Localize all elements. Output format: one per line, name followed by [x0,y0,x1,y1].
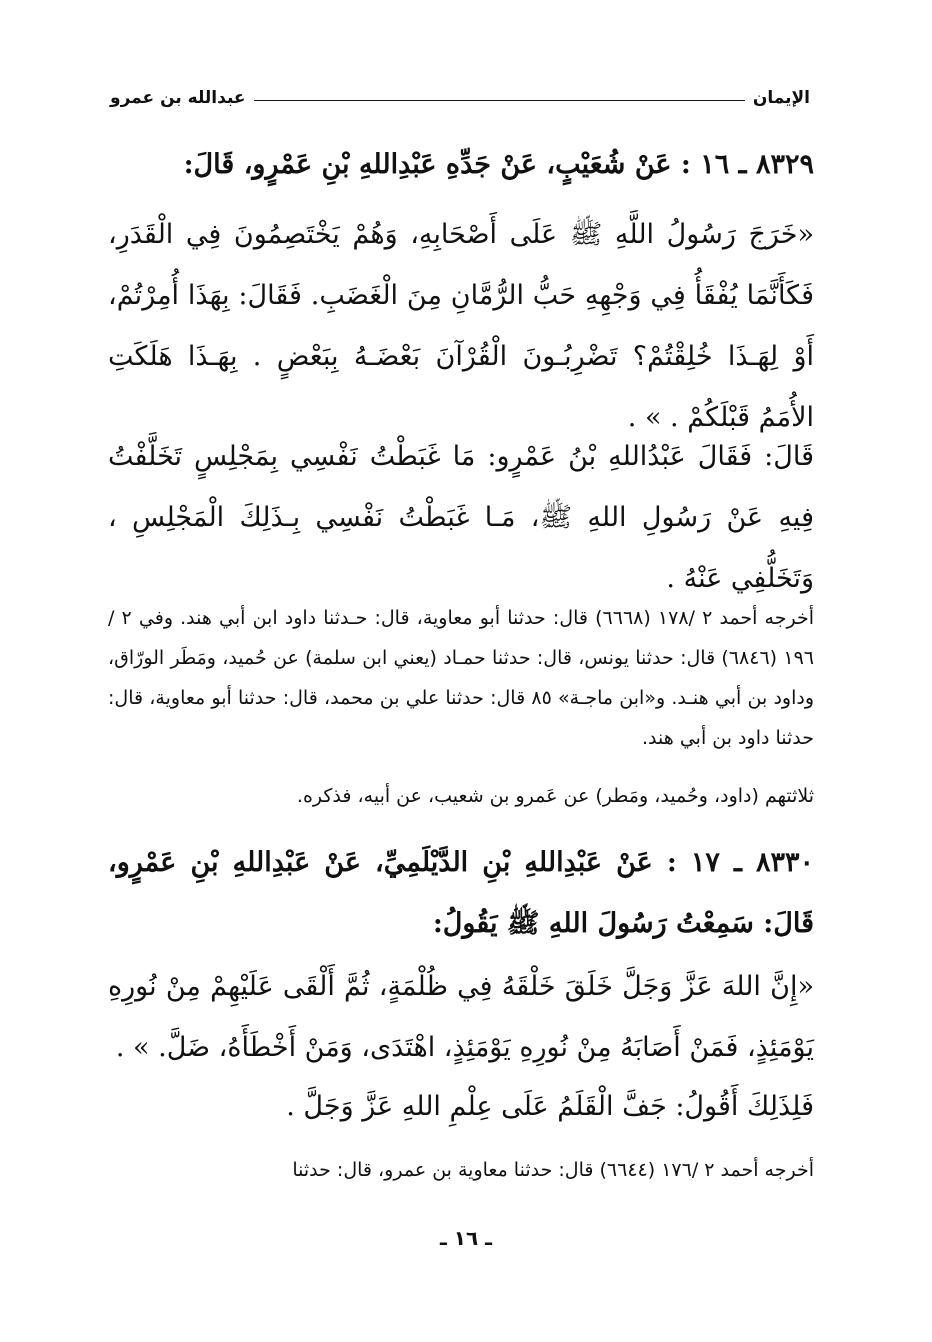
header-chapter-title: الإيمان [752,88,810,108]
hadith-8329-text: «خَرَجَ رَسُولُ اللَّهِ ﷺ عَلَى أَصْحَابِهِ، وَهُمْ يَخْتَصِمُونَ فِي الْقَدَرِ، فَكَأَنَّمَا يُفْقَأُ فِي وَجْهِهِ حَبُّ الرُّمَّانِ مِنَ الْغَضَبِ. فَقَالَ: بِهَذَا أُمِرْتُمْ، أَوْ لِهَـذَا خُلِقْتُمْ؟ تَضْرِبُـونَ الْقُرْآنَ بَعْضَـهُ بِبَعْضٍ . بِهَـذَا هَلَكَتِ الأُمَمُ قَبْلَكُمْ . » . [108,219,814,433]
hadith-8329-heading: ٨٣٢٩ ـ ١٦ : عَنْ شُعَيْبٍ، عَنْ جَدِّهِ عَبْدِاللهِ بْنِ عَمْرٍو، قَالَ: [183,149,814,180]
hadith-8330-text: «إِنَّ اللهَ عَزَّ وَجَلَّ خَلَقَ خَلْقَهُ فِي ظُلْمَةٍ، ثُمَّ أَلْقَى عَلَيْهِمْ مِنْ نُورِهِ يَوْمَئِذٍ، فَمَنْ أَصَابَهُ مِنْ نُورِهِ يَوْمَئِذٍ، اهْتَدَى، وَمَنْ أَخْطَأَهُ، ضَلَّ. » . [108,971,814,1063]
hadith-8329-takhrij-summary: ثلاثتهم (داود، وحُميد، ومَطر) عن عَمرو بن شعيب، عن أبيه، فذكره. [296,785,814,807]
hadith-8329-comment: قَالَ: فَقَالَ عَبْدُاللهِ بْنُ عَمْرٍو: مَا غَبَطْتُ نَفْسِي بِمَجْلِسٍ تَخَلَّفْتُ فِيهِ عَنْ رَسُولِ اللهِ ﷺ، مَـا غَبَطْتُ نَفْسِي بِـذَلِكَ الْمَجْلِسِ ، وَتَخَلُّفِي عَنْهُ . [108,441,814,594]
page-number: ـ ١٦ ـ [439,1226,493,1250]
hadith-8330-comment: فَلِذَلِكَ أَقُولُ: جَفَّ الْقَلَمُ عَلَى عِلْمِ اللهِ عَزَّ وَجَلَّ . [286,1091,814,1122]
header-section-title: عبدالله بن عمرو [110,88,246,108]
hadith-8330-heading: ٨٣٣٠ ـ ١٧ : عَنْ عَبْدِاللهِ بْنِ الدَّيْلَمِيِّ، عَنْ عَبْدِاللهِ بْنِ عَمْرٍو، قَالَ: سَمِعْتُ رَسُولَ اللهِ ﷺ يَقُولُ: [108,847,814,939]
hadith-8329-takhrij: أخرجه أحمد ٢ /١٧٨ (٦٦٦٨) قال: حدثنا أبو معاوية، قال: حـدثنا داود ابن أبي هند. وفي ٢ /١٩٦ (٦٨٤٦) قال: حدثنا يونس، قال: حدثنا حمـاد (يعني ابن سلمة) عن حُميد، ومَطَر الورّاق، وداود بن أبي هنـد. و«ابن ماجـة» ٨٥ قال: حدثنا علي بن محمد، قال: حدثنا أبو معاوية، قال: حدثنا داود بن أبي هند. [108,607,815,749]
hadith-8330-takhrij: أخرجه أحمد ٢ /١٧٦ (٦٦٤٤) قال: حدثنا معاوية بن عمرو، قال: حدثنا [292,1159,814,1181]
header-rule [254,100,745,101]
running-header [110,84,810,112]
